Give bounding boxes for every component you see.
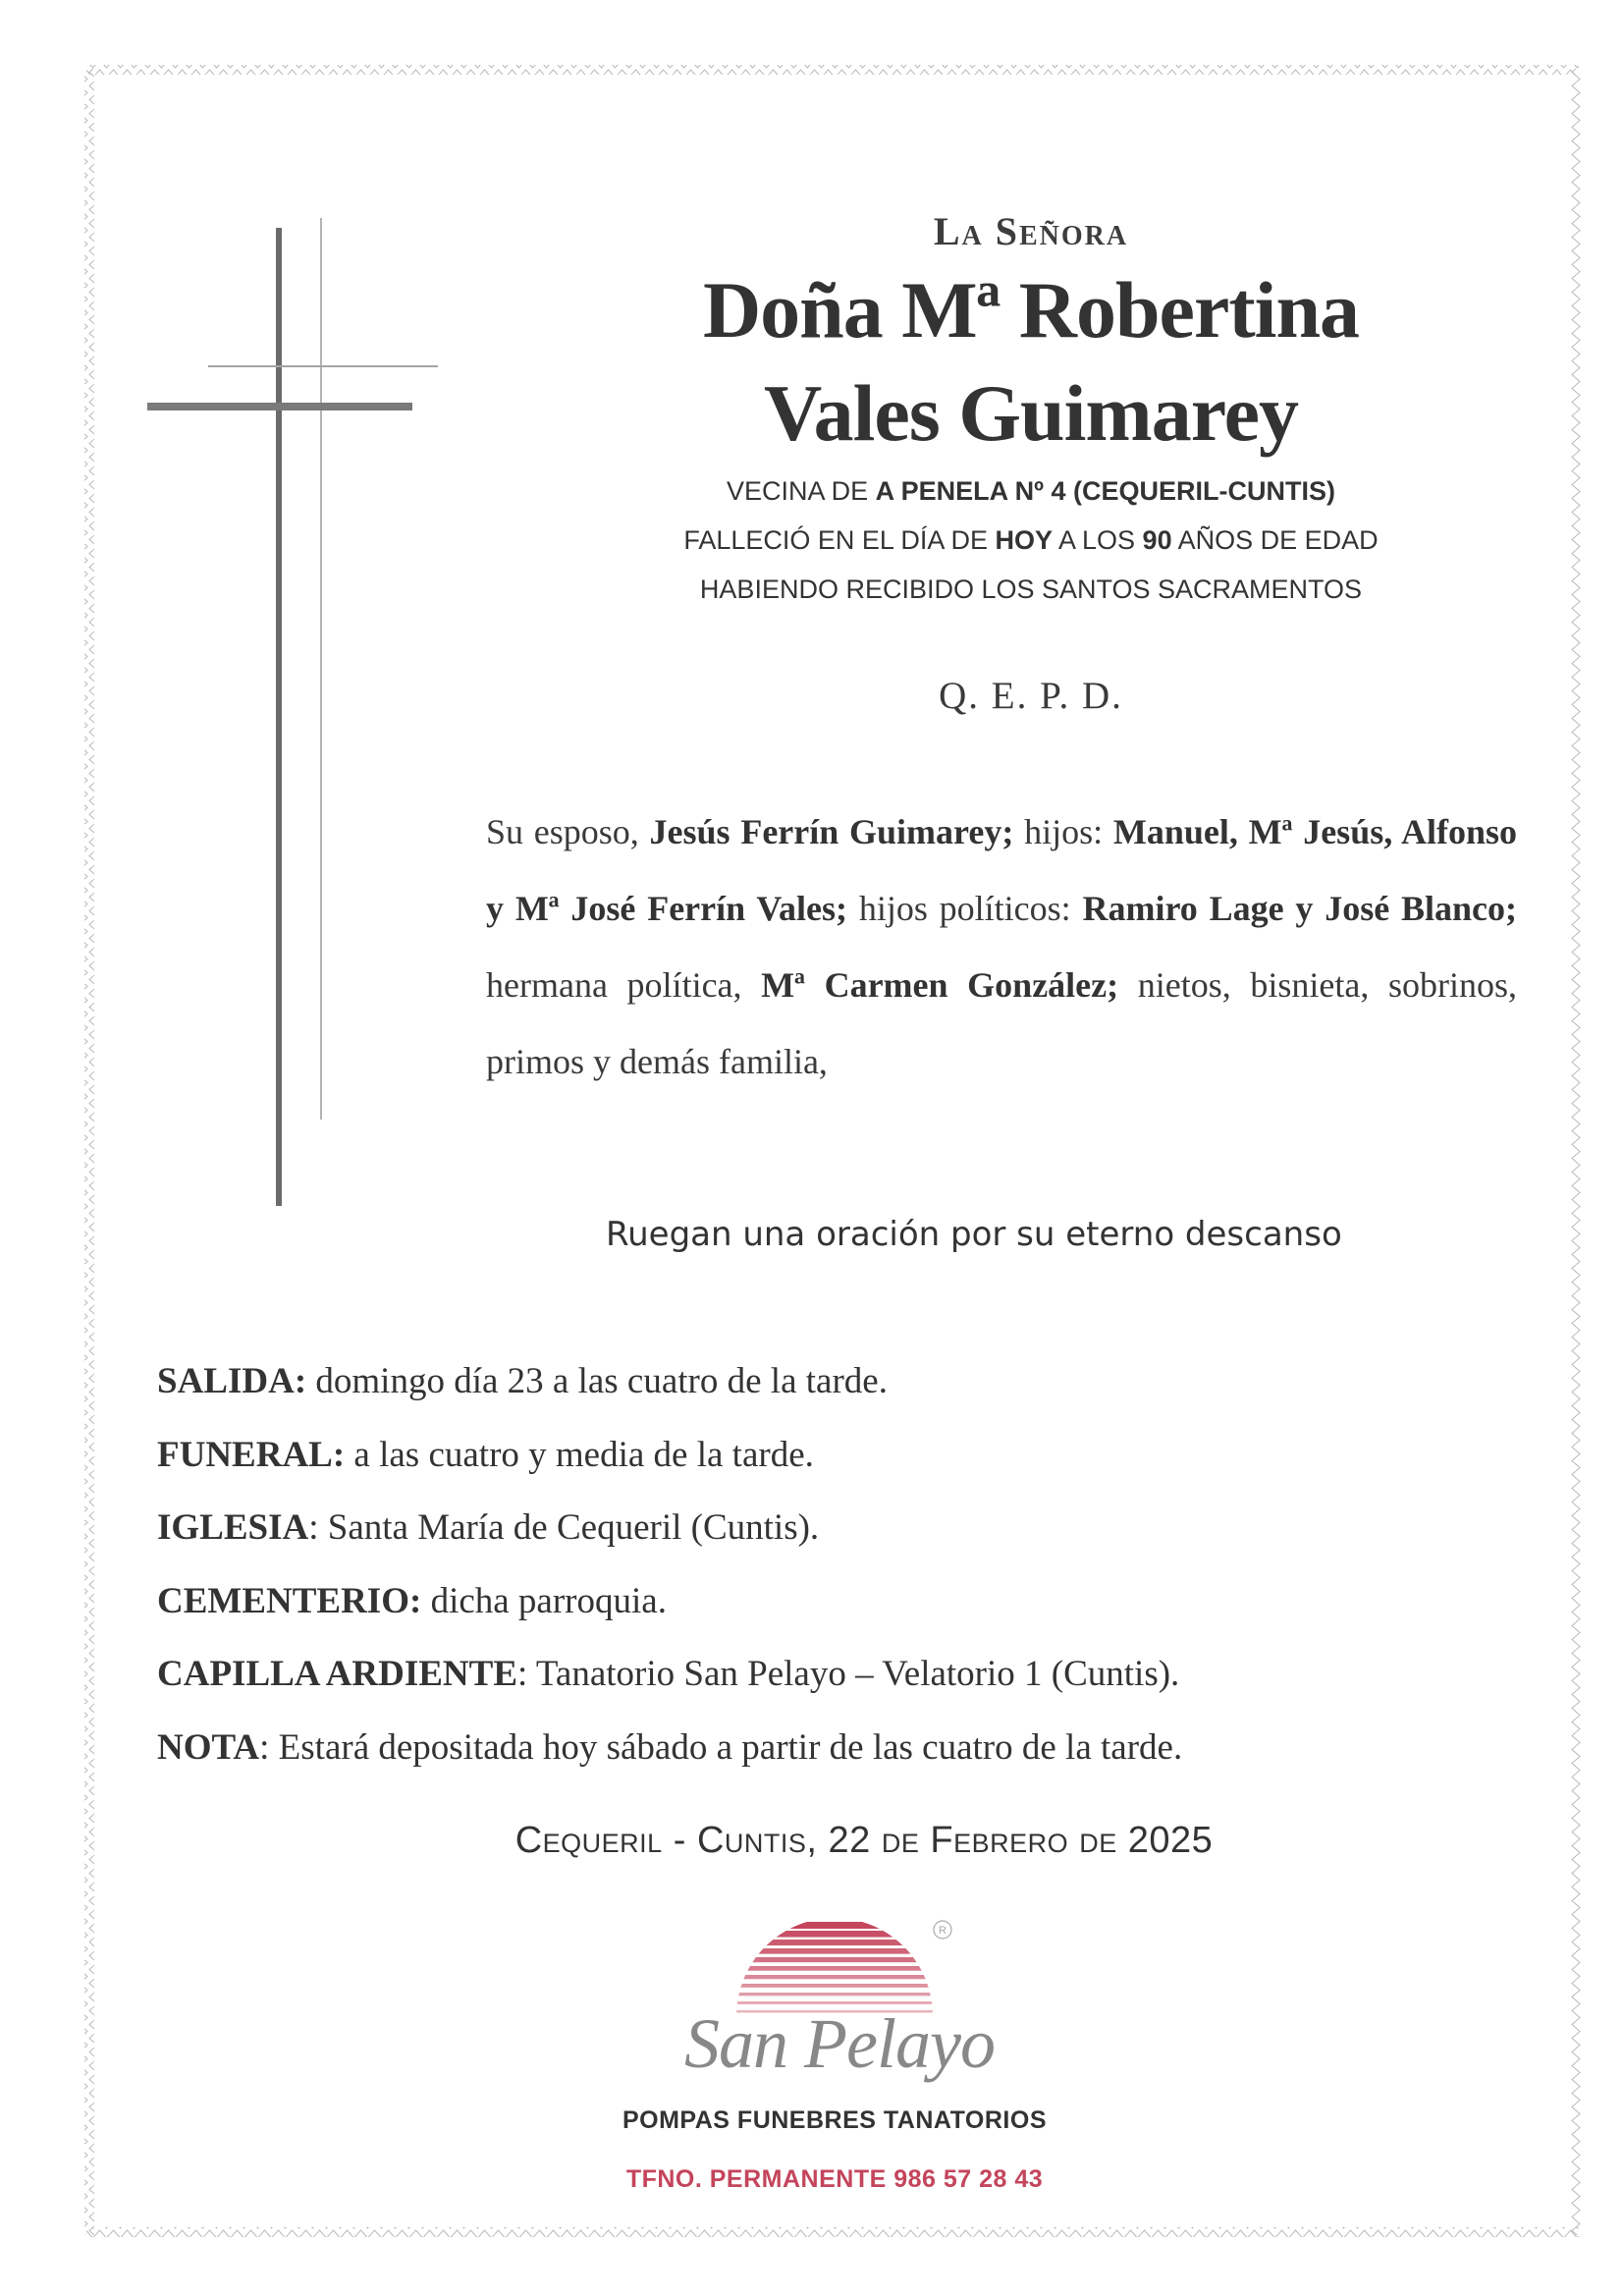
death-day: HOY	[995, 525, 1053, 555]
logo-stripe	[727, 1984, 943, 1988]
detail-label: CEMENTERIO:	[157, 1580, 422, 1621]
family-text-5: nietos, bisnieta, sobrinos, primos y demás familia,	[486, 965, 1518, 1081]
sacraments-line: HABIENDO RECIBIDO LOS SANTOS SACRAMENTOS	[699, 574, 1363, 604]
detail-text: domingo día 23 a las cuatro de la tarde.	[306, 1361, 888, 1401]
registered-mark: R	[939, 1925, 947, 1937]
detail-label: NOTA	[157, 1726, 260, 1768]
detail-label: FUNERAL:	[157, 1434, 346, 1475]
detail-cementerio	[157, 1565, 1532, 1639]
logo-name: San Pelayo	[684, 2004, 995, 2083]
service-details	[157, 1345, 1532, 1784]
family-children: Manuel, Mª Jesús, Alfonso y Mª José Ferrín Vales;	[486, 812, 1518, 928]
logo-stripe	[727, 1957, 943, 1962]
family-text-3: hijos políticos:	[847, 889, 1083, 928]
prayer-request: Ruegan una oración por su eterno descanso	[606, 1215, 1342, 1254]
company-phone: TFNO. PERMANENTE 986 57 28 43	[625, 2165, 1044, 2193]
family-text-1: Su esposo,	[486, 812, 650, 851]
detail-salida	[157, 1345, 1532, 1419]
death-suffix: AÑOS DE EDAD	[1171, 525, 1379, 555]
logo-stripe	[727, 1922, 943, 1929]
detail-nota	[157, 1712, 1532, 1785]
family-sister-in-law: Mª Carmen González;	[761, 965, 1119, 1005]
residence-prefix: VECINA DE	[727, 476, 876, 506]
logo-stripe	[727, 1993, 943, 1995]
qepd-text: Q. E. P. D.	[939, 675, 1123, 717]
detail-label: SALIDA:	[157, 1361, 307, 1401]
detail-capilla	[157, 1638, 1532, 1712]
residence-line	[550, 478, 1512, 505]
detail-label: CAPILLA ARDIENTE	[157, 1654, 518, 1694]
detail-text: dicha parroquia.	[421, 1580, 667, 1621]
detail-funeral	[157, 1419, 1532, 1493]
family-spouse: Jesús Ferrín Guimarey;	[649, 812, 1014, 851]
detail-iglesia	[157, 1492, 1532, 1565]
death-mid: A LOS	[1052, 525, 1143, 555]
company-tagline: POMPAS FUNEBRES TANATORIOS	[622, 2106, 1047, 2134]
death-prefix: FALLECIÓ EN EL DÍA DE	[683, 525, 996, 555]
logo-stripe	[727, 1948, 943, 1954]
place-date-line: Cequeril - Cuntis, 22 de Febrero de 2025	[514, 1820, 1214, 1861]
detail-label: IGLESIA	[157, 1507, 309, 1548]
deceased-name-line1: Doña Mª Robertina	[702, 265, 1360, 355]
logo-stripe	[727, 1966, 943, 1971]
death-age: 90	[1142, 525, 1172, 555]
detail-text: : Estará depositada hoy sábado a partir de las cuatro de la tarde.	[259, 1726, 1183, 1768]
logo-stripe	[727, 1931, 943, 1938]
deceased-name-line2: Vales Guimarey	[763, 368, 1299, 458]
logo-stripe	[727, 1975, 943, 1979]
family-text-4: hermana política,	[486, 965, 762, 1005]
logo-stripe	[727, 1940, 943, 1945]
title-la-senora: La Señora	[933, 209, 1129, 253]
residence-address: A PENELA Nº 4 (CEQUERIL-CUNTIS)	[875, 476, 1335, 506]
family-in-laws: Ramiro Lage y José Blanco;	[1082, 889, 1518, 928]
cross-icon	[0, 0, 491, 1277]
family-text-2: hijos:	[1013, 812, 1113, 851]
detail-text: : Santa María de Cequeril (Cuntis).	[308, 1507, 820, 1548]
family-paragraph	[486, 793, 1517, 1100]
detail-text: a las cuatro y media de la tarde.	[345, 1434, 814, 1475]
death-line	[550, 527, 1512, 554]
detail-text: : Tanatorio San Pelayo – Velatorio 1 (Cuntis).	[517, 1654, 1180, 1694]
